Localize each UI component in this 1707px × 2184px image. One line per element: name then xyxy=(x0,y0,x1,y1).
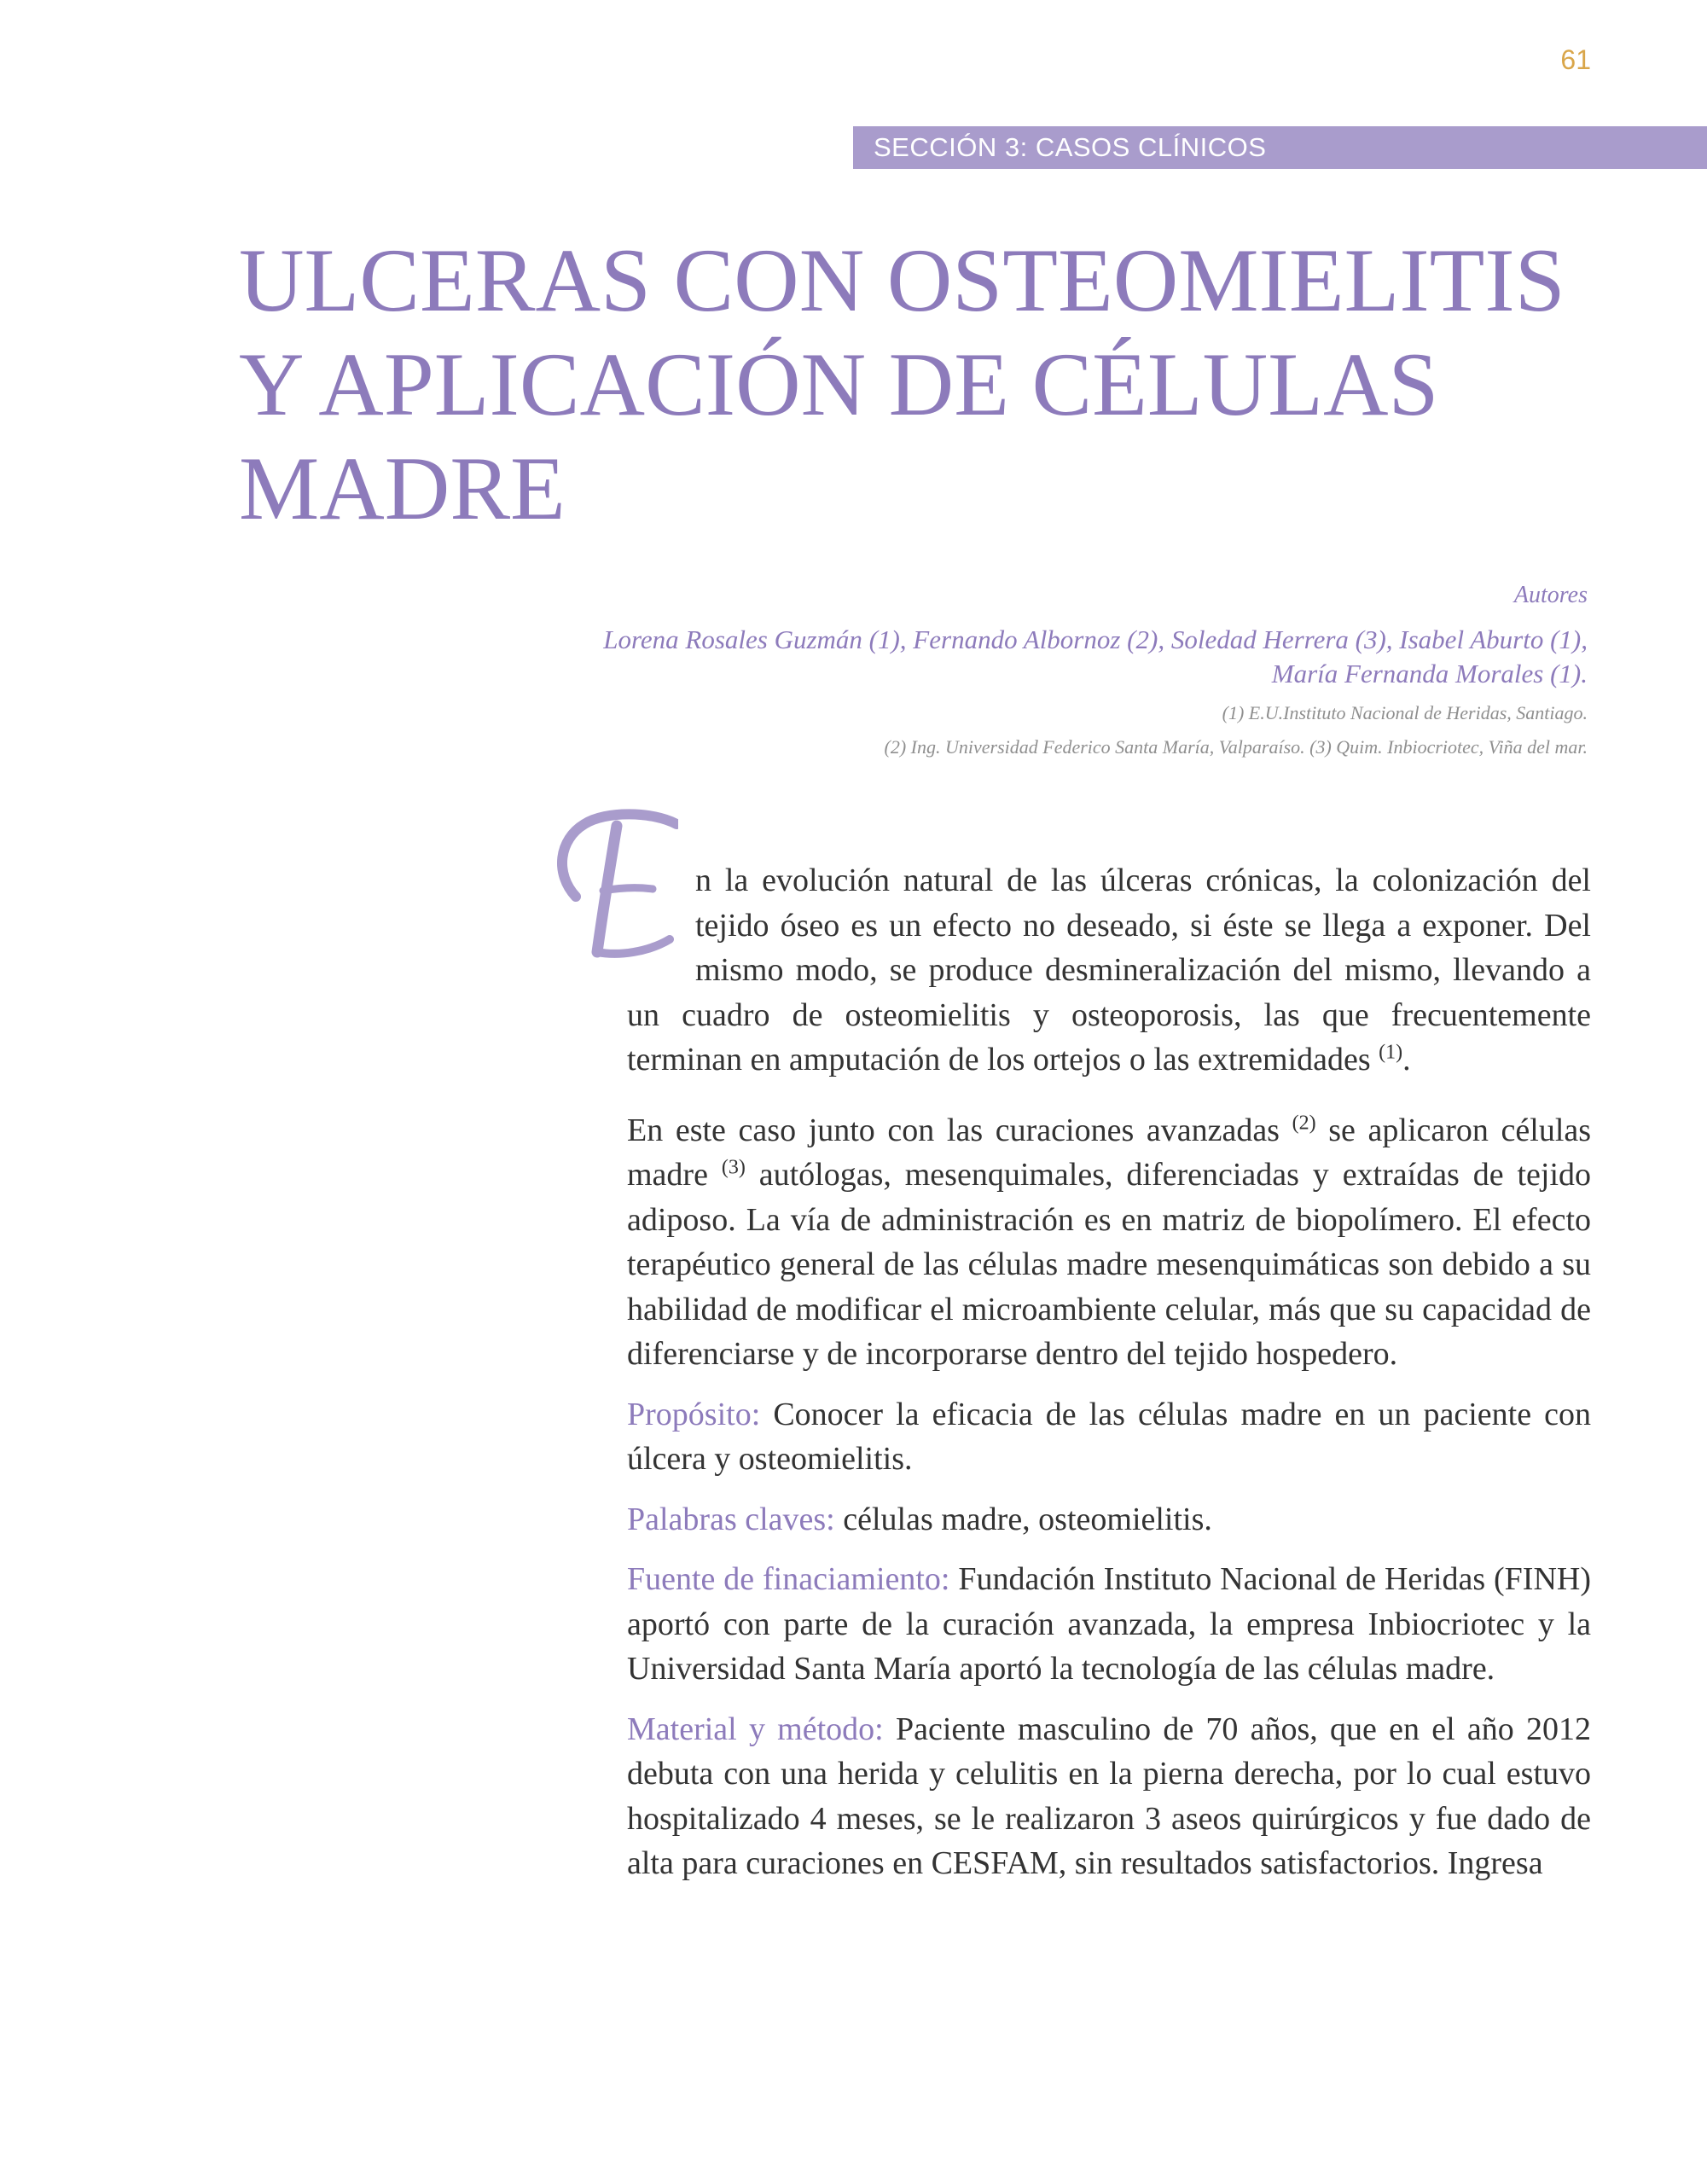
authors-block xyxy=(479,577,1588,764)
title-line-1: ULCERAS CON OSTEOMIELITIS xyxy=(239,230,1565,330)
intro-text: n la evolución natural de las úlceras crónicas, la colonización del tejido óseo es un efecto no deseado, si éste se llega a exponer. Del mismo modo, se produce desmineralización del mismo, llevando a un cuadro de osteomielitis y osteoporosis, las que frecuentemente terminan en amputación de los ortejos o las extremidades xyxy=(627,863,1591,1077)
funding-text: Fundación Instituto Nacional de Heridas (FINH) aportó con parte de la curación avanzada, la empresa Inbiocriotec y la Universidad Santa María aportó la tecnología de las células madre. xyxy=(627,1561,1591,1687)
method-text: Paciente masculino de 70 años, que en el año 2012 debuta con una herida y celulitis en la pierna derecha, por lo cual estuvo hospitalizado 4 meses, se le realizaron 3 aseos quirúrgicos y fue dado de alta para curaciones en CESFAM, sin resultados satisfactorios. Ingresa xyxy=(627,1711,1591,1881)
method-paragraph xyxy=(627,1707,1591,1886)
title-line-2: Y APLICACIÓN DE CÉLULAS xyxy=(239,334,1439,434)
ref-3: (3) xyxy=(721,1156,746,1179)
ref-2: (2) xyxy=(1292,1111,1316,1134)
purpose-text: Conocer la eficacia de las células madre en un paciente con úlcera y osteomielitis. xyxy=(627,1396,1592,1477)
author-names xyxy=(479,623,1588,691)
affiliations xyxy=(479,696,1588,764)
purpose-paragraph xyxy=(627,1392,1591,1482)
authors-label: Autores xyxy=(1513,582,1588,608)
affiliation-1: (1) E.U.Instituto Nacional de Heridas, Santiago. xyxy=(1222,702,1588,723)
cells-paragraph xyxy=(627,1108,1591,1377)
title-line-3: MADRE xyxy=(239,439,566,538)
page-title xyxy=(239,229,1604,541)
dropcap-e-icon xyxy=(550,807,678,962)
cells-text-a: En este caso junto con las curaciones avanzadas xyxy=(627,1112,1280,1148)
keywords-paragraph xyxy=(627,1497,1591,1542)
author-names-line-1: Lorena Rosales Guzmán (1), Fernando Albornoz (2), Soledad Herrera (3), Isabel Aburto (1), xyxy=(603,624,1588,654)
cells-text-b: se aplicaron células madre xyxy=(627,1112,1592,1193)
author-names-line-2: María Fernanda Morales (1). xyxy=(1271,659,1588,688)
method-label: Material y método: xyxy=(627,1711,884,1747)
affiliation-2: (2) Ing. Universidad Federico Santa María, Valparaíso. (3) Quim. Inbiocriotec, Viña del mar. xyxy=(884,736,1588,758)
cells-text-c: autólogas, mesenquimales, diferenciadas y extraídas de tejido adiposo. La vía de administración es en matriz de biopolímero. El efecto terapéutico general de las células madre mesenquimáticas son debido a su habilidad de modificar el microambiente celular, más que su capacidad de diferenciarse y de incorporarse dentro del tejido hospedero. xyxy=(627,1157,1592,1372)
funding-paragraph xyxy=(627,1557,1591,1692)
ref-1: (1) xyxy=(1379,1041,1403,1064)
intro-end: . xyxy=(1402,1042,1411,1077)
keywords-text: células madre, osteomielitis. xyxy=(843,1501,1212,1537)
article-body xyxy=(627,858,1591,1902)
funding-label: Fuente de finaciamiento: xyxy=(627,1561,950,1597)
intro-paragraph xyxy=(627,858,1591,1083)
page-number: 61 xyxy=(1560,44,1591,75)
section-label: SECCIÓN 3: CASOS CLÍNICOS xyxy=(853,126,1707,169)
purpose-label: Propósito: xyxy=(627,1396,761,1432)
keywords-label: Palabras claves: xyxy=(627,1501,835,1537)
